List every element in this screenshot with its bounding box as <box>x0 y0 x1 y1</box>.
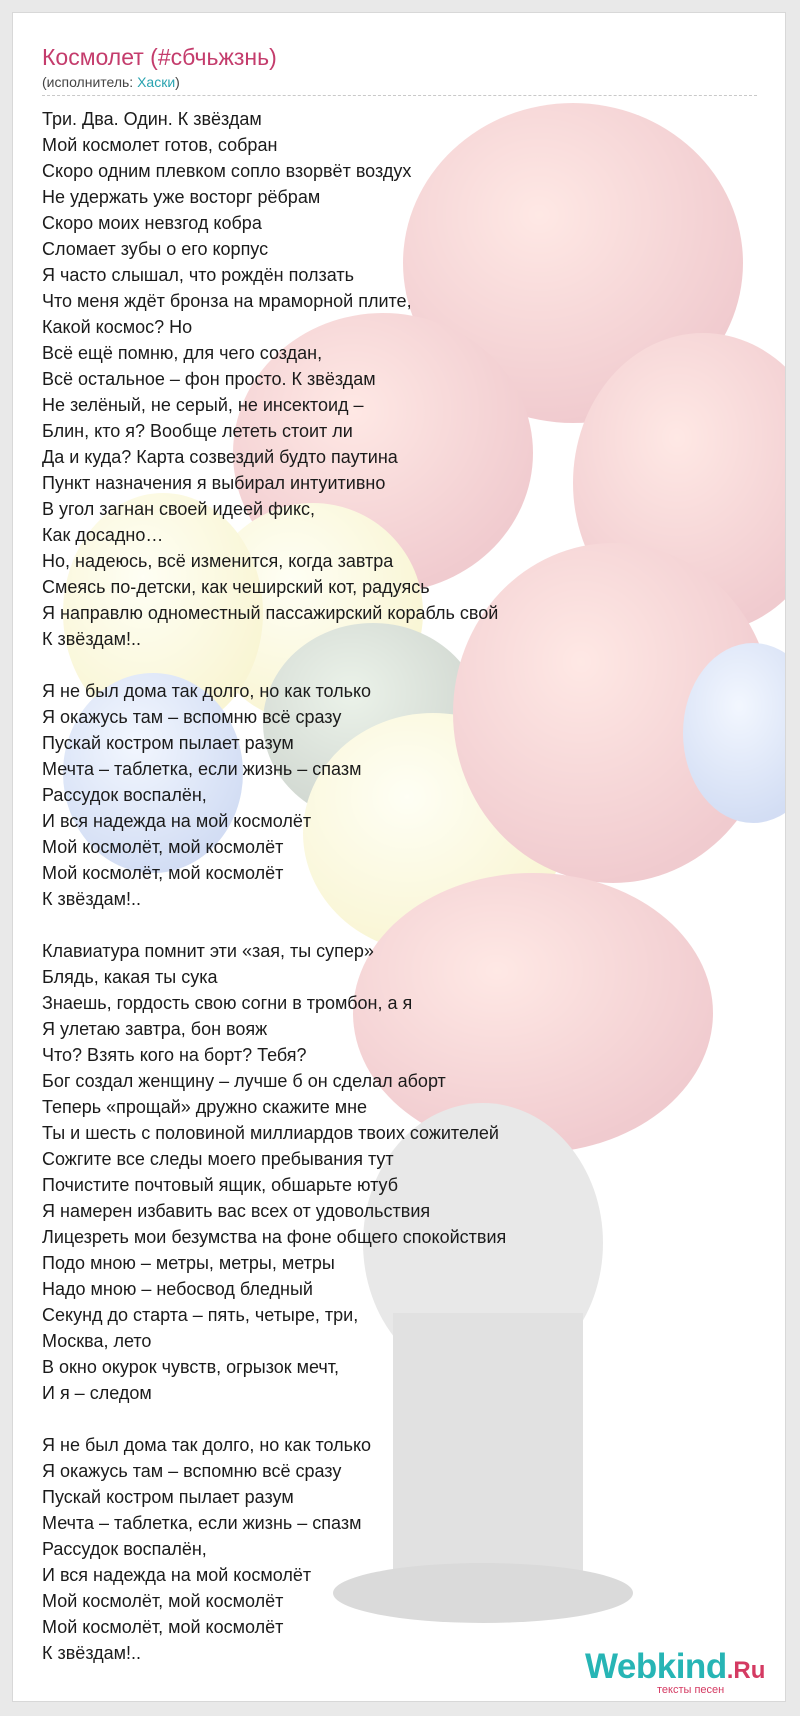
logo-brand: Webkind <box>585 1647 727 1686</box>
title-separator <box>42 95 757 96</box>
logo-tld: .Ru <box>726 1657 766 1684</box>
lyric-line: Скоро моих невзгод кобра <box>42 213 262 233</box>
lyric-line: Бог создал женщину – лучше б он сделал аборт <box>42 1071 446 1091</box>
artist-link[interactable]: Хаски <box>137 74 176 90</box>
lyric-line: Я окажусь там – вспомню всё сразу <box>42 1461 342 1481</box>
lyric-line: Мой космолет готов, собран <box>42 135 278 155</box>
lyric-line: И вся надежда на мой космолёт <box>42 1565 312 1585</box>
song-title: Космолет (#сбчьжзнь) <box>42 44 277 70</box>
webkind-logo[interactable] <box>585 1647 766 1696</box>
lyric-line: Мечта – таблетка, если жизнь – спазм <box>42 759 362 779</box>
lyric-line: Я не был дома так долго, но как только <box>42 681 372 701</box>
lyric-line: Подо мною – метры, метры, метры <box>42 1253 335 1273</box>
lyric-line: Лицезреть мои безумства на фоне общего спокойствия <box>42 1227 507 1247</box>
lyric-line: Что? Взять кого на борт? Тебя? <box>42 1045 307 1065</box>
lyric-line: Надо мною – небосвод бледный <box>42 1279 313 1299</box>
lyric-line: В угол загнан своей идеей фикс, <box>42 499 316 519</box>
lyric-line: Клавиатура помнит эти «зая, ты супер» <box>42 941 374 961</box>
lyric-line: Скоро одним плевком сопло взорвёт воздух <box>42 161 412 181</box>
lyric-line: Я намерен избавить вас всех от удовольствия <box>42 1201 431 1221</box>
lyric-line: Мой космолёт, мой космолёт <box>42 837 284 857</box>
lyric-line: Теперь «прощай» дружно скажите мне <box>42 1097 368 1117</box>
lyric-line: Не удержать уже восторг рёбрам <box>42 187 321 207</box>
artist-prefix: (исполнитель: <box>42 74 138 90</box>
lyric-line: Секунд до старта – пять, четыре, три, <box>42 1305 359 1325</box>
lyric-line: Знаешь, гордость свою согни в тромбон, а я <box>42 993 413 1013</box>
lyric-line: И вся надежда на мой космолёт <box>42 811 312 831</box>
lyric-line: Я не был дома так долго, но как только <box>42 1435 372 1455</box>
stanza <box>42 938 785 1406</box>
lyric-line: Рассудок воспалён, <box>42 1539 207 1559</box>
lyric-line: Я окажусь там – вспомню всё сразу <box>42 707 342 727</box>
lyric-line: Сломает зубы о его корпус <box>42 239 269 259</box>
lyric-line: Мой космолёт, мой космолёт <box>42 1591 284 1611</box>
lyric-line: Какой космос? Но <box>42 317 193 337</box>
stanza <box>42 106 785 652</box>
stanza <box>42 678 785 912</box>
lyric-line: Всё ещё помню, для чего создан, <box>42 343 323 363</box>
lyric-line: Ты и шесть с половиной миллиардов твоих сожителей <box>42 1123 499 1143</box>
lyric-line: Пускай костром пылает разум <box>42 733 294 753</box>
lyric-line: Мой космолёт, мой космолёт <box>42 1617 284 1637</box>
lyric-line: Мечта – таблетка, если жизнь – спазм <box>42 1513 362 1533</box>
lyric-line: В окно окурок чувств, огрызок мечт, <box>42 1357 340 1377</box>
lyrics-card <box>12 12 786 1702</box>
lyric-line: И я – следом <box>42 1383 152 1403</box>
lyric-line: Рассудок воспалён, <box>42 785 207 805</box>
lyric-line: Блин, кто я? Вообще лететь стоит ли <box>42 421 353 441</box>
lyric-line: Москва, лето <box>42 1331 152 1351</box>
stanza <box>42 1432 785 1666</box>
lyric-line: Пускай костром пылает разум <box>42 1487 294 1507</box>
logo-tagline: тексты песен <box>657 1684 725 1696</box>
artist-suffix: ) <box>175 74 180 90</box>
lyric-line: Что меня ждёт бронза на мраморной плите, <box>42 291 412 311</box>
lyric-line: Как досадно… <box>42 525 164 545</box>
lyric-line: Мой космолёт, мой космолёт <box>42 863 284 883</box>
lyric-line: Но, надеюсь, всё изменится, когда завтра <box>42 551 394 571</box>
lyric-line: Я часто слышал, что рождён ползать <box>42 265 354 285</box>
lyric-line: Сожгите все следы моего пребывания тут <box>42 1149 394 1169</box>
lyric-line: Почистите почтовый ящик, обшарьте ютуб <box>42 1175 399 1195</box>
lyric-line: Всё остальное – фон просто. К звёздам <box>42 369 376 389</box>
lyric-line: Смеясь по-детски, как чеширский кот, радуясь <box>42 577 430 597</box>
lyric-line: Я направлю одноместный пассажирский корабль свой <box>42 603 499 623</box>
lyrics-text <box>42 106 785 1666</box>
lyric-line: Пункт назначения я выбирал интуитивно <box>42 473 386 493</box>
lyric-line: К звёздам!.. <box>42 629 142 649</box>
lyric-line: Да и куда? Карта созвездий будто паутина <box>42 447 398 467</box>
lyric-line: Блядь, какая ты сука <box>42 967 218 987</box>
lyric-line: К звёздам!.. <box>42 889 142 909</box>
lyric-line: Три. Два. Один. К звёздам <box>42 109 262 129</box>
lyric-line: К звёздам!.. <box>42 1643 142 1663</box>
artist-line <box>42 73 785 91</box>
lyric-line: Не зелёный, не серый, не инсектоид – <box>42 395 364 415</box>
lyric-line: Я улетаю завтра, бон вояж <box>42 1019 268 1039</box>
